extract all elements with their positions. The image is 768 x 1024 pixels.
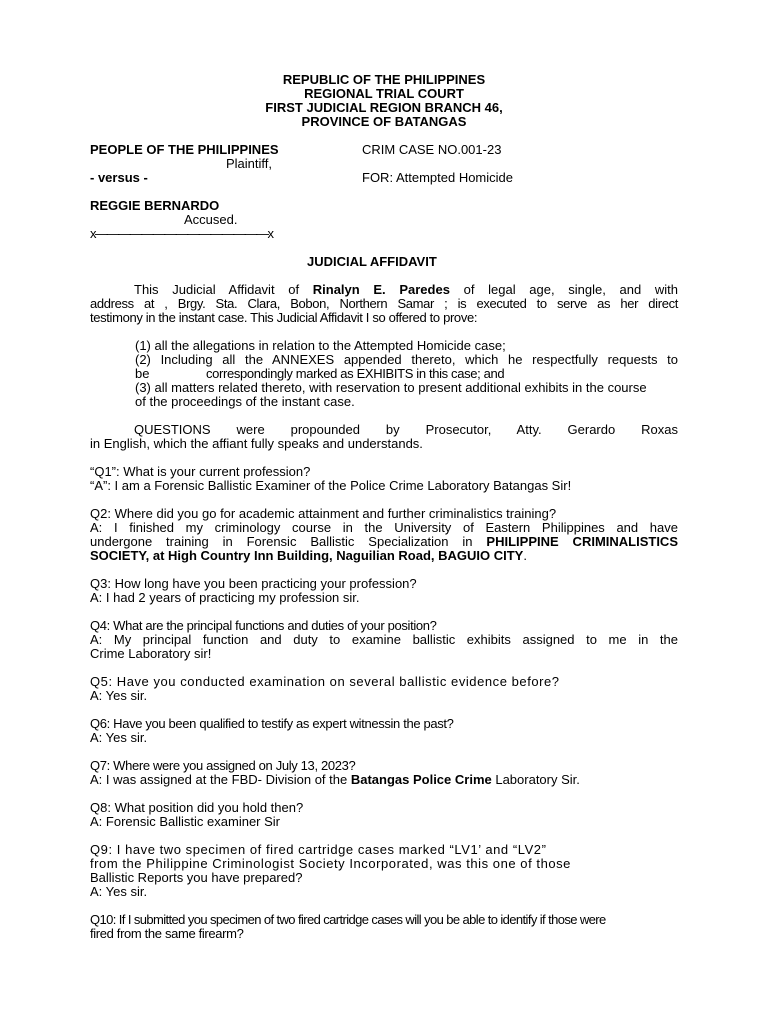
answer-4-line-1: A: My principal function and duty to examine ballistic exhibits assigned to me in the — [90, 632, 678, 647]
questions-intro-line-1: QUESTIONS were propounded by Prosecutor, Atty. Gerardo Roxas — [134, 422, 678, 437]
answer-9: A: Yes sir. — [90, 884, 148, 899]
answer-7-pre: A: I was assigned at the FBD- Division of the — [90, 772, 351, 787]
offer-item-2-line-2a: be — [135, 366, 150, 381]
answer-8: A: Forensic Ballistic examiner Sir — [90, 814, 280, 829]
caption-separator: x———————————————x — [90, 226, 273, 241]
answer-4-line-2: Crime Laboratory sir! — [90, 646, 212, 661]
intro-pre: This Judicial Affidavit of — [134, 282, 313, 297]
answer-5: A: Yes sir. — [90, 688, 148, 703]
question-10-line-1: Q10: If I submitted you specimen of two fired cartridge cases will you be able to identify if those were — [90, 912, 606, 927]
header-province: PROVINCE OF BATANGAS — [301, 114, 467, 129]
question-10-line-2: fired from the same firearm? — [90, 926, 244, 941]
question-3: Q3: How long have you been practicing your profession? — [90, 576, 417, 591]
answer-2-line-2-pre: undergone training in Forensic Ballistic Specialization in — [90, 534, 487, 549]
answer-2-line-2 — [90, 535, 678, 549]
intro-line-1 — [90, 283, 678, 297]
affiant-name: Rinalyn E. Paredes — [312, 282, 450, 297]
case-number: CRIM CASE NO.001-23 — [362, 142, 502, 157]
answer-7-post: Laboratory Sir. — [491, 772, 580, 787]
answer-2-line-1: A: I finished my criminology course in the University of Eastern Philippines and have — [90, 520, 678, 535]
offer-item-1: (1) all the allegations in relation to the Attempted Homicide case; — [135, 338, 506, 353]
answer-7-bold: Batangas Police Crime — [350, 772, 492, 787]
answer-2-line-2-bold: PHILIPPINE CRIMINALISTICS — [486, 534, 678, 549]
answer-2-line-3-post: . — [523, 548, 527, 563]
header-region: FIRST JUDICIAL REGION BRANCH 46, — [265, 100, 503, 115]
answer-7 — [90, 773, 580, 787]
offer-item-3-line-1: (3) all matters related thereto, with reservation to present additional exhibits in the course — [135, 380, 647, 395]
answer-2-line-3 — [90, 549, 527, 563]
intro-line-2: address at , Brgy. Sta. Clara, Bobon, Northern Samar ; is executed to serve as her direct — [90, 296, 678, 311]
document-title: JUDICIAL AFFIDAVIT — [307, 254, 437, 269]
intro-post: of legal age, single, and with — [449, 282, 678, 297]
question-4: Q4: What are the principal functions and duties of your position? — [90, 618, 437, 633]
answer-6: A: Yes sir. — [90, 730, 148, 745]
question-9-line-3: Ballistic Reports you have prepared? — [90, 870, 303, 885]
offer-item-2-line-1: (2) Including all the ANNEXES appended thereto, which he respectfully requests to — [135, 352, 678, 367]
plaintiff-name: PEOPLE OF THE PHILIPPINES — [90, 142, 279, 157]
plaintiff-role: Plaintiff, — [226, 156, 273, 171]
offer-item-3-line-2: of the proceedings of the instant case. — [135, 394, 355, 409]
case-charge: FOR: Attempted Homicide — [362, 170, 513, 185]
answer-1: “A”: I am a Forensic Ballistic Examiner of the Police Crime Laboratory Batangas Sir! — [90, 478, 572, 493]
question-8: Q8: What position did you hold then? — [90, 800, 304, 815]
question-9-line-1: Q9: I have two specimen of fired cartridge cases marked “LV1’ and “LV2” — [90, 842, 547, 857]
header-court: REGIONAL TRIAL COURT — [304, 86, 464, 101]
question-9-line-2: from the Philippine Criminologist Society Incorporated, was this one of those — [90, 856, 571, 871]
question-7: Q7: Where were you assigned on July 13, 2023? — [90, 758, 356, 773]
accused-role: Accused. — [184, 212, 238, 227]
versus-label: - versus - — [90, 170, 148, 185]
answer-2-line-3-bold: SOCIETY, at High Country Inn Building, Naguilian Road, BAGUIO CITY — [90, 548, 524, 563]
accused-name: REGGIE BERNARDO — [90, 198, 220, 213]
offer-item-2-line-2b: correspondingly marked as EXHIBITS in this case; and — [206, 366, 505, 381]
question-1: “Q1”: What is your current profession? — [90, 464, 311, 479]
intro-line-3: testimony in the instant case. This Judicial Affidavit I so offered to prove: — [90, 310, 478, 325]
header-republic: REPUBLIC OF THE PHILIPPINES — [282, 72, 486, 87]
question-2: Q2: Where did you go for academic attainment and further criminalistics training? — [90, 506, 557, 521]
question-6: Q6: Have you been qualified to testify as expert witnessin the past? — [90, 716, 454, 731]
answer-3: A: I had 2 years of practicing my profession sir. — [90, 590, 360, 605]
questions-intro-line-2: in English, which the affiant fully speaks and understands. — [90, 436, 423, 451]
question-5: Q5: Have you conducted examination on several ballistic evidence before? — [90, 674, 560, 689]
